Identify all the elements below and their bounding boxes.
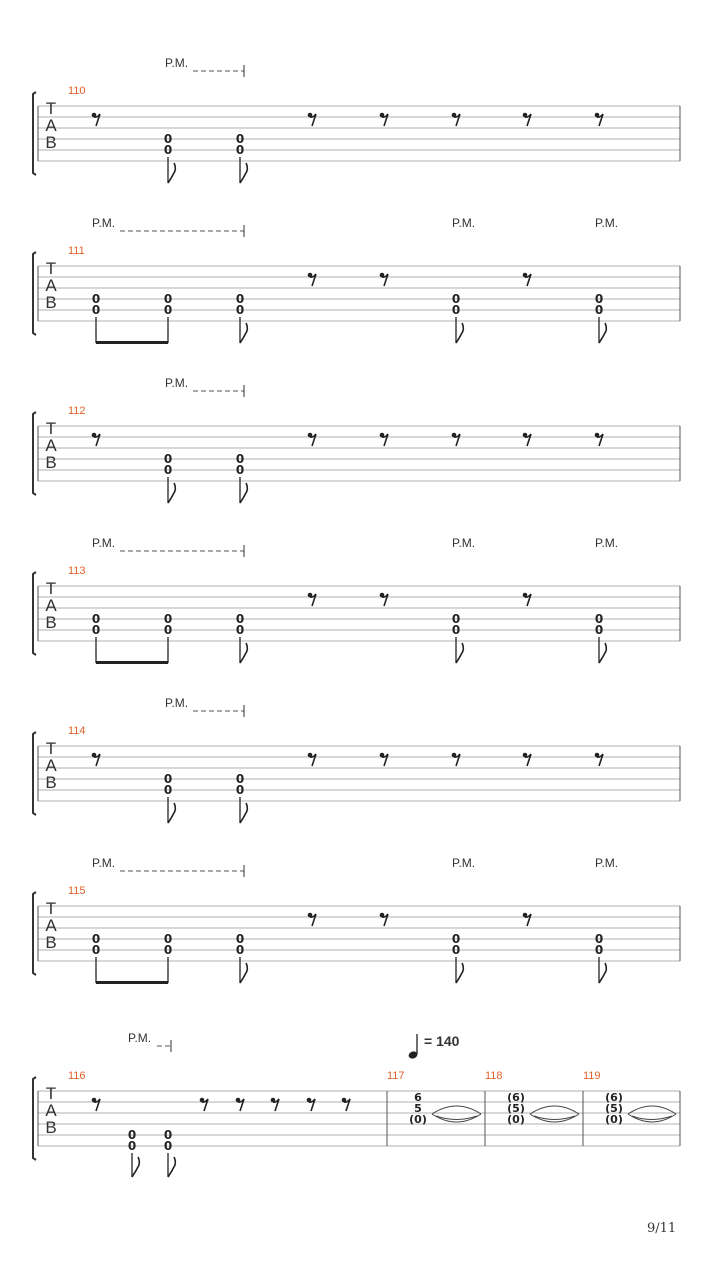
fret-number: 0: [235, 612, 245, 626]
note: [92, 292, 100, 343]
note: [236, 132, 248, 183]
tab-clef-letter: T: [45, 739, 57, 758]
fret-number: 0: [163, 783, 173, 797]
system-bracket: [33, 732, 36, 815]
note-flag: [599, 323, 606, 343]
note-flag: [168, 163, 175, 183]
palm-mute-label: P.M.: [595, 856, 619, 870]
note-flag: [599, 963, 606, 983]
tab-clef-letter: A: [45, 1101, 57, 1120]
tab-clef-letter: B: [45, 293, 57, 312]
eighth-rest: [342, 1098, 350, 1111]
note: [595, 612, 607, 663]
eighth-rest: [236, 1098, 244, 1111]
note-flag: [240, 483, 247, 503]
note: [452, 612, 464, 663]
note: [92, 932, 100, 983]
tab-system: [33, 56, 680, 183]
fret-number: (5): [605, 1102, 623, 1115]
measure-number: 118: [485, 1070, 503, 1082]
system-bracket: [33, 1077, 36, 1160]
note: [164, 772, 176, 823]
palm-mute-label: P.M.: [595, 536, 619, 550]
eighth-rest: [308, 273, 316, 286]
fret-number: 0: [235, 783, 245, 797]
note: [164, 612, 172, 663]
fret-number: 0: [235, 932, 245, 946]
system-bracket: [33, 572, 36, 655]
eighth-rest: [452, 753, 460, 766]
note-flag: [168, 1157, 175, 1177]
tab-clef-letter: A: [45, 916, 57, 935]
palm-mute-label: P.M.: [452, 536, 476, 550]
measure-number: 110: [68, 85, 86, 97]
eighth-rest: [380, 593, 388, 606]
fret-number: (6): [507, 1091, 525, 1104]
eighth-rest: [92, 433, 100, 446]
fret-number: 0: [163, 1139, 173, 1153]
note-beam: [96, 341, 168, 344]
eighth-rest: [380, 433, 388, 446]
fret-number: 0: [163, 623, 173, 637]
fret-number: (5): [507, 1102, 525, 1115]
tab-clef-letter: B: [45, 453, 57, 472]
note-flag: [456, 643, 463, 663]
eighth-rest: [308, 753, 316, 766]
fret-number: 0: [163, 452, 173, 466]
note: [452, 292, 464, 343]
fret-number: 0: [91, 303, 101, 317]
fret-number: 0: [235, 772, 245, 786]
note: [164, 292, 172, 343]
tab-clef-letter: B: [45, 133, 57, 152]
fret-number: 0: [163, 303, 173, 317]
measure-number: 117: [387, 1070, 405, 1082]
note-flag: [240, 963, 247, 983]
fret-number: 0: [451, 932, 461, 946]
note-flag: [132, 1157, 139, 1177]
eighth-rest: [308, 913, 316, 926]
note-flag: [168, 483, 175, 503]
tab-clef-letter: B: [45, 613, 57, 632]
fret-number: 0: [235, 943, 245, 957]
fret-number: 0: [594, 932, 604, 946]
measure-number: 113: [68, 565, 86, 577]
eighth-rest: [308, 113, 316, 126]
fret-number: 0: [451, 303, 461, 317]
fret-number: (0): [409, 1113, 427, 1126]
note-flag: [240, 643, 247, 663]
fret-number: 0: [127, 1128, 137, 1142]
tab-clef-letter: T: [45, 419, 57, 438]
tab-clef-letter: T: [45, 579, 57, 598]
tab-system: [33, 856, 680, 984]
note-flag: [240, 163, 247, 183]
eighth-rest: [308, 593, 316, 606]
tempo-marking: [408, 1033, 460, 1060]
fret-number: 0: [91, 612, 101, 626]
palm-mute-label: P.M.: [92, 536, 116, 550]
tab-clef-letter: T: [45, 899, 57, 918]
fret-number: 0: [451, 292, 461, 306]
palm-mute-label: P.M.: [595, 216, 619, 230]
palm-mute-label: P.M.: [165, 696, 189, 710]
tab-clef-letter: A: [45, 116, 57, 135]
tab-system: [33, 536, 680, 664]
fret-number: 0: [163, 943, 173, 957]
note: [236, 932, 248, 983]
palm-mute-label: P.M.: [128, 1031, 152, 1045]
fret-number: 0: [91, 932, 101, 946]
eighth-rest: [92, 113, 100, 126]
eighth-rest: [523, 273, 531, 286]
eighth-rest: [380, 753, 388, 766]
system-bracket: [33, 892, 36, 975]
fret-number: 0: [91, 943, 101, 957]
note-flag: [240, 803, 247, 823]
note-beam: [96, 981, 168, 984]
tab-system: [33, 1031, 680, 1177]
tab-clef-letter: T: [45, 1084, 57, 1103]
fret-number: 0: [163, 292, 173, 306]
tab-system: [33, 696, 680, 823]
tab-clef-letter: B: [45, 933, 57, 952]
fret-number: 0: [594, 612, 604, 626]
note-flag: [456, 963, 463, 983]
note: [236, 292, 248, 343]
eighth-rest: [380, 913, 388, 926]
harmonic-curve: [530, 1114, 579, 1122]
fret-number: 5: [414, 1102, 422, 1115]
eighth-rest: [92, 753, 100, 766]
fret-number: 0: [235, 143, 245, 157]
eighth-rest: [92, 1098, 100, 1111]
measure-number: 116: [68, 1070, 86, 1082]
note: [164, 932, 172, 983]
harmonic-curve: [628, 1114, 676, 1122]
tab-clef-letter: A: [45, 276, 57, 295]
measure-number: 111: [68, 245, 85, 257]
note: [236, 452, 248, 503]
page-number: 9/11: [647, 1221, 677, 1236]
system-bracket: [33, 92, 36, 175]
eighth-rest: [595, 753, 603, 766]
note: [236, 612, 248, 663]
eighth-rest: [380, 113, 388, 126]
fret-number: 0: [594, 623, 604, 637]
tab-clef-letter: A: [45, 596, 57, 615]
eighth-rest: [308, 433, 316, 446]
fret-number: 0: [451, 943, 461, 957]
note: [452, 932, 464, 983]
fret-number: 0: [235, 623, 245, 637]
eighth-rest: [523, 113, 531, 126]
tab-clef-letter: A: [45, 756, 57, 775]
eighth-rest: [523, 593, 531, 606]
fret-number: 0: [451, 612, 461, 626]
measure-number: 119: [583, 1070, 601, 1082]
fret-number: 0: [163, 132, 173, 146]
note: [164, 452, 176, 503]
note-beam: [96, 661, 168, 664]
fret-number: 0: [163, 932, 173, 946]
fret-number: 0: [235, 132, 245, 146]
eighth-rest: [271, 1098, 279, 1111]
fret-number: 0: [91, 623, 101, 637]
eighth-rest: [452, 433, 460, 446]
fret-number: 0: [127, 1139, 137, 1153]
palm-mute-label: P.M.: [92, 216, 116, 230]
fret-number: 0: [235, 463, 245, 477]
tab-clef-letter: A: [45, 436, 57, 455]
fret-number: 0: [163, 1128, 173, 1142]
tempo-text: = 140: [424, 1033, 460, 1049]
tab-system: [33, 216, 680, 344]
measure-number: 114: [68, 725, 86, 737]
fret-number: 0: [163, 772, 173, 786]
fret-number: (0): [507, 1113, 525, 1126]
palm-mute-label: P.M.: [452, 216, 476, 230]
note-flag: [240, 323, 247, 343]
fret-number: 0: [163, 463, 173, 477]
system-bracket: [33, 252, 36, 335]
fret-number: 6: [414, 1091, 422, 1104]
eighth-rest: [307, 1098, 315, 1111]
note: [595, 932, 607, 983]
eighth-rest: [200, 1098, 208, 1111]
fret-number: 0: [594, 292, 604, 306]
fret-number: 0: [235, 292, 245, 306]
eighth-rest: [523, 913, 531, 926]
fret-number: 0: [163, 612, 173, 626]
eighth-rest: [595, 433, 603, 446]
tab-clef-letter: B: [45, 773, 57, 792]
fret-number: 0: [594, 943, 604, 957]
measure-number: 112: [68, 405, 86, 417]
note-flag: [168, 803, 175, 823]
eighth-rest: [595, 113, 603, 126]
note: [164, 132, 176, 183]
eighth-rest: [523, 433, 531, 446]
fret-number: (6): [605, 1091, 623, 1104]
note-flag: [599, 643, 606, 663]
system-bracket: [33, 412, 36, 495]
palm-mute-label: P.M.: [92, 856, 116, 870]
note: [595, 292, 607, 343]
eighth-rest: [452, 113, 460, 126]
palm-mute-label: P.M.: [165, 376, 189, 390]
fret-number: 0: [451, 623, 461, 637]
note-flag: [456, 323, 463, 343]
eighth-rest: [380, 273, 388, 286]
tab-clef-letter: T: [45, 99, 57, 118]
fret-number: (0): [605, 1113, 623, 1126]
palm-mute-label: P.M.: [452, 856, 476, 870]
fret-number: 0: [163, 143, 173, 157]
tab-system: [33, 376, 680, 503]
fret-number: 0: [91, 292, 101, 306]
measure-number: 115: [68, 885, 86, 897]
eighth-rest: [523, 753, 531, 766]
tab-clef-letter: B: [45, 1118, 57, 1137]
note: [92, 612, 100, 663]
fret-number: 0: [594, 303, 604, 317]
note: [236, 772, 248, 823]
fret-number: 0: [235, 303, 245, 317]
fret-number: 0: [235, 452, 245, 466]
harmonic-curve: [432, 1114, 481, 1122]
tab-clef-letter: T: [45, 259, 57, 278]
palm-mute-label: P.M.: [165, 56, 189, 70]
